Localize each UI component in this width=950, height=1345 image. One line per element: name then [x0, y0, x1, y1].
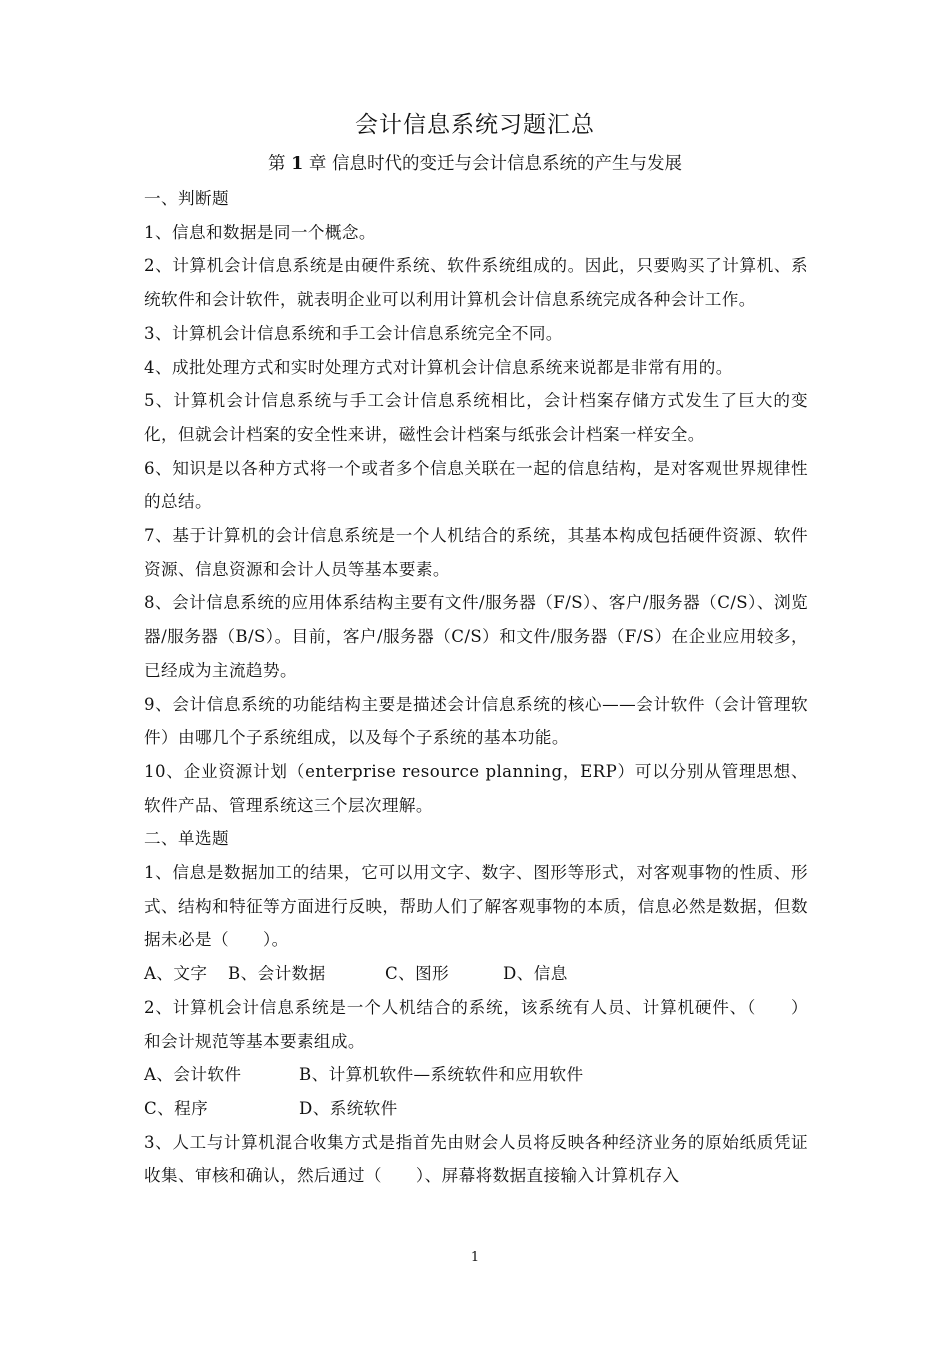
- chapter-number: 1: [291, 154, 304, 174]
- single-question-3: 3、人工与计算机混合收集方式是指首先由财会人员将反映各种经济业务的原始纸质凭证收集、审核和确认，然后通过（ ）、屏幕将数据直接输入计算机存入: [144, 1132, 808, 1186]
- section-heading-judgment: 一、判断题: [144, 189, 229, 208]
- judgment-question-5: 5、计算机会计信息系统与手工会计信息系统相比，会计档案存储方式发生了巨大的变化，但就会计档案的安全性来讲，磁性会计档案与纸张会计档案一样安全。: [144, 391, 808, 444]
- single-question-2: 2、计算机会计信息系统是一个人机结合的系统，该系统有人员、计算机硬件、（ ）和会计规范等基本要素组成。: [144, 997, 808, 1051]
- section-heading-single-choice: 二、单选题: [144, 829, 229, 849]
- document-body: [144, 182, 808, 1193]
- option-c: C、程序: [144, 1098, 209, 1118]
- chapter-prefix: 第: [268, 154, 286, 174]
- judgment-question-3: 3、计算机会计信息系统和手工会计信息系统完全不同。: [144, 323, 563, 343]
- judgment-question-8: 8、会计信息系统的应用体系结构主要有文件/服务器（F/S）、客户/服务器（C/S）、浏览器/服务器（B/S）。目前，客户/服务器（C/S）和文件/服务器（F/S）在企业应用较多，已经成为主流趋势。: [144, 593, 808, 680]
- chapter-title: 章 信息时代的变迁与会计信息系统的产生与发展: [308, 154, 682, 174]
- judgment-question-2: 2、计算机会计信息系统是由硬件系统、软件系统组成的。因此，只要购买了计算机、系统软件和会计软件，就表明企业可以利用计算机会计信息系统完成各种会计工作。: [144, 256, 808, 310]
- single-question-2-options-row-1: [144, 1058, 808, 1092]
- chapter-heading: [0, 150, 950, 178]
- option-d: D、信息: [503, 964, 568, 984]
- judgment-question-9: 9、会计信息系统的功能结构主要是描述会计信息系统的核心——会计软件（会计管理软件）由哪几个子系统组成，以及每个子系统的基本功能。: [144, 694, 808, 748]
- option-a: A、文字: [144, 964, 208, 984]
- option-c: C、图形: [385, 964, 450, 984]
- option-a: A、会计软件: [144, 1065, 242, 1085]
- option-b: B、会计数据: [228, 964, 326, 984]
- single-question-1-options: [144, 957, 808, 991]
- single-question-1: 1、信息是数据加工的结果，它可以用文字、数字、图形等形式，对客观事物的性质、形式、结构和特征等方面进行反映，帮助人们了解客观事物的本质，信息必然是数据，但数据未必是（ ）。: [144, 863, 808, 950]
- judgment-question-7: 7、基于计算机的会计信息系统是一个人机结合的系统，其基本构成包括硬件资源、软件资源、信息资源和会计人员等基本要素。: [144, 526, 808, 579]
- page-number: 1: [470, 1250, 480, 1265]
- judgment-question-10: 10、企业资源计划（enterprise resource planning，ERP）可以分别从管理思想、软件产品、管理系统这三个层次理解。: [144, 761, 808, 815]
- option-b: B、计算机软件—系统软件和应用软件: [299, 1065, 584, 1085]
- document-title: 会计信息系统习题汇总: [355, 112, 595, 138]
- judgment-question-4: 4、成批处理方式和实时处理方式对计算机会计信息系统来说都是非常有用的。: [144, 357, 733, 377]
- judgment-question-6: 6、知识是以各种方式将一个或者多个信息关联在一起的信息结构，是对客观世界规律性的总结。: [144, 458, 808, 512]
- judgment-question-1: 1、信息和数据是同一个概念。: [144, 222, 376, 242]
- option-d: D、系统软件: [299, 1098, 398, 1118]
- single-question-2-options-row-2: [144, 1092, 808, 1126]
